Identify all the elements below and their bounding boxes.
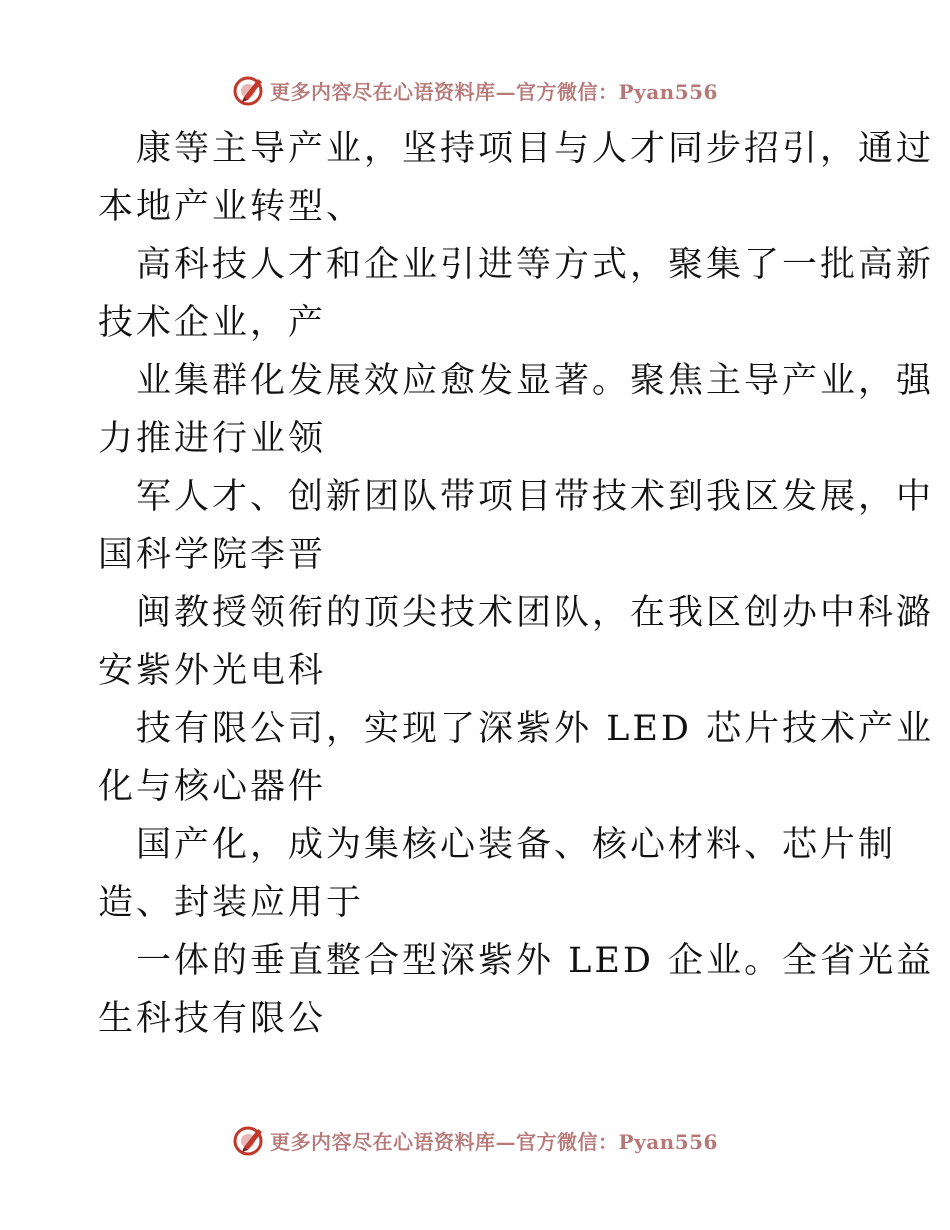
header-banner	[0, 70, 950, 110]
text-line: 生科技有限公	[98, 999, 327, 1039]
footer-banner	[0, 1120, 950, 1160]
text-line: 国产化，成为集核心装备、核心材料、芯片制	[136, 825, 897, 865]
header-banner-text: 更多内容尽在心语资料库—官方微信：Pyan556	[270, 79, 718, 104]
text-line: 闽教授领衔的顶尖技术团队，在我区创办中科潞	[136, 593, 935, 633]
text-line: 高科技人才和企业引进等方式，聚集了一批高新	[136, 245, 935, 285]
text-line: 本地产业转型、	[98, 187, 365, 227]
footer-banner-text: 更多内容尽在心语资料库—官方微信：Pyan556	[270, 1129, 718, 1154]
text-line: 造、封装应用于	[98, 883, 365, 923]
text-line: 国科学院李晋	[98, 535, 327, 575]
text-line: 力推进行业领	[98, 419, 327, 459]
text-line: 技有限公司，实现了深紫外 LED 芯片技术产业	[136, 709, 935, 749]
pen-nib-logo-icon	[232, 73, 266, 107]
pen-nib-logo-icon	[232, 1123, 266, 1157]
text-line: 安紫外光电科	[98, 651, 327, 691]
text-line: 军人才、创新团队带项目带技术到我区发展，中	[136, 477, 935, 517]
text-line: 技术企业，产	[98, 303, 327, 343]
text-line: 康等主导产业，坚持项目与人才同步招引，通过	[136, 129, 935, 169]
text-line: 业集群化发展效应愈发显著。聚焦主导产业，强	[136, 361, 935, 401]
document-body	[98, 120, 935, 1048]
text-line: 化与核心器件	[98, 767, 327, 807]
text-line: 一体的垂直整合型深紫外 LED 企业。全省光益	[136, 941, 935, 981]
